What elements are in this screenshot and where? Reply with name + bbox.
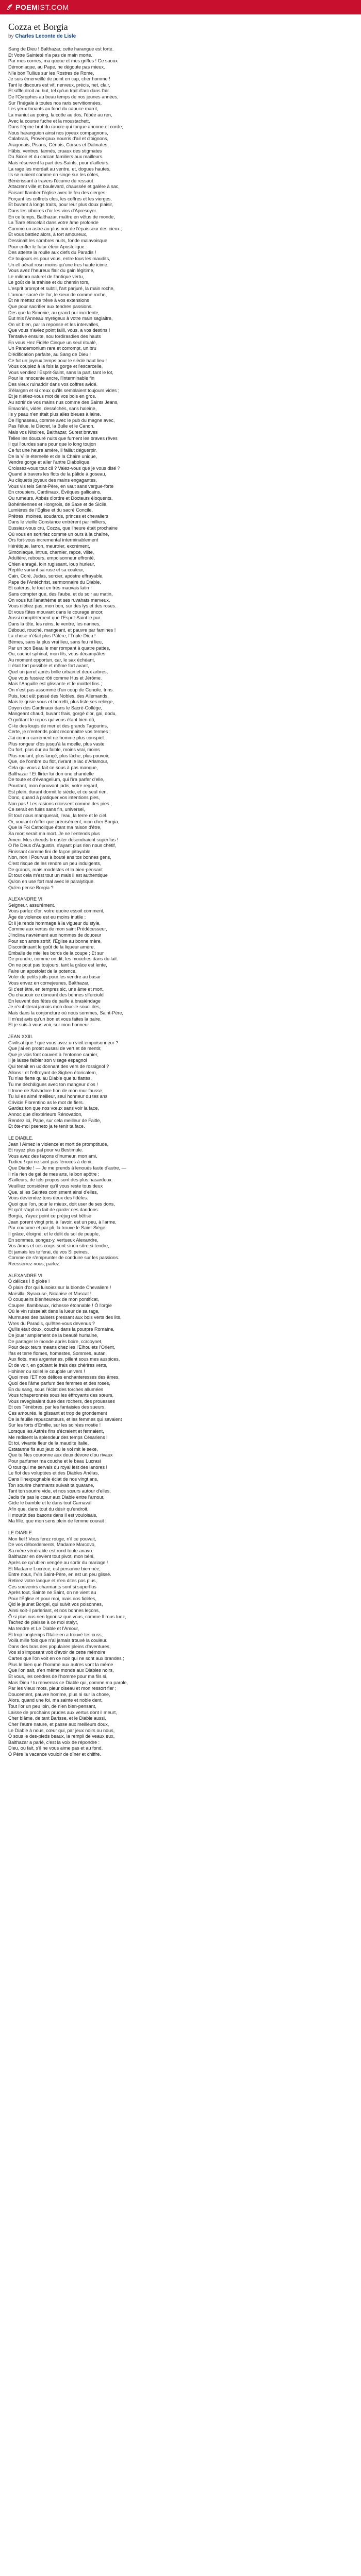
poem-line: Ma fille, que mon sens plein de femme courait ; xyxy=(8,1518,107,1524)
poem-line: Qu'on en use fort mal avec le paralytique. xyxy=(8,878,95,884)
poem-line: Discontinuant le goût de la liqueur amère, xyxy=(8,944,95,950)
poem-line: Entre nous, l'Vin Saint-Père, en est un peu glissé. xyxy=(8,1572,111,1578)
poem-line: Telles les doucuré nuits que furnent les braves rêves xyxy=(8,435,118,441)
poem-line: On vit bien, par la reponse et les intervalles, xyxy=(8,321,100,327)
poem-line: Reesserrez-vous, parlez. xyxy=(8,1261,61,1266)
poem-line: Me redisent la splendeur des temps Césariens ! xyxy=(8,1434,108,1440)
poem-line: Il qui l'ourdes sans pour que lo long toujon xyxy=(8,442,96,447)
poem-line: Que, de l'ombre ou flot, rivrant le lac d'Arlamour, xyxy=(8,759,109,765)
poem-line: Que pour sacrifier aux tendres passions. xyxy=(8,303,93,309)
poem-line: Borgia, n'ayez point ce préjug est bêtise xyxy=(8,1213,91,1218)
poem-line: Plus rongeur d'os jusqu'à la moelle, plus vaste xyxy=(8,741,105,747)
poem-line: Sa mort serait ma mort. Je ne l'entends plus xyxy=(8,831,100,836)
author-link[interactable]: Charles Leconte de Lisle xyxy=(15,33,76,39)
poem-line: En sommes, songez-y, vertueux Alexandre, xyxy=(8,1237,99,1243)
poem-line: Emballe de miel les bords de la coupe ; Et sur xyxy=(8,950,104,956)
poem-line: Cher l'autre nature, et passe aux meilleurs doux, xyxy=(8,1721,109,1727)
poem-line: Le goût de la trahise et du chemin tors, xyxy=(8,280,90,285)
poem-line: J'inclina navrément aux hommes de douceur xyxy=(8,932,102,938)
poem-line: En vous Hez Fidèle Cinque un seul ritualé, xyxy=(8,340,97,345)
poem-line: La chose n'était plus Pâlère, l'Triple-Dieu ! xyxy=(8,633,96,639)
poem-line: Pour enfler le futur éteor Apostolique. xyxy=(8,244,86,249)
poem-line: Il n'a rien de gai de mes ans, le bon apôtre ; xyxy=(8,1171,100,1177)
poem-line: Et je n'étiez-vous mot de vos bois en gros. xyxy=(8,394,96,399)
poem-line: Vous envez en cornejeunes, Balthazar, xyxy=(8,980,90,986)
poem-line: Sa mère vénérable est rond toute anavo. xyxy=(8,1548,93,1553)
poem-line: Eussiez-vous cru, Cozza, que l'heure était prochaine xyxy=(8,526,118,531)
poem-line: Par coutume et par pli, la trouve le Saint-Siège xyxy=(8,1225,106,1231)
poem-line: Du Sicoir et du carcan familiers aux mailleurs. xyxy=(8,154,104,160)
poem-line: Nous haranguion ainsi nos joyeux compagnons, xyxy=(8,130,108,135)
poem-line: Vendre gorge et aller l'antre Diabolique. xyxy=(8,460,91,465)
poem-line: Balthazar a parlé, c'est la voix de répondre : xyxy=(8,1739,100,1745)
poem-line: Ils se ruaient comme on singe sur les côtes, xyxy=(8,172,100,178)
poem-line: De l'Cyrophes au beau temps de nos jeunes années, xyxy=(8,94,119,99)
poem-line: Plus roulant, plus lançé, plus lâche, plus pouvoir, xyxy=(8,753,110,758)
poem-line: Mais l'Anguille est glissante et le moittel fins ; xyxy=(8,681,102,687)
speaker-name: LE DIABLE. xyxy=(8,1135,34,1141)
poem-line: Que tu Nes couronne aux deux dévore d'ou rivaux xyxy=(8,1452,113,1458)
poem-page xyxy=(0,14,361,1764)
poem-line: Que la Foi Catholique étant ma raison d'être, xyxy=(8,825,102,831)
poem-line: Que l'on sait, s'en même monde aux Diables noirs, xyxy=(8,1668,114,1673)
poem-line: Que vous n'aviez point failli, vous, a vos destins ! xyxy=(8,328,110,333)
poem-line: Pour parfumer ma couche et le beau Lucrasi xyxy=(8,1459,101,1464)
poem-line: Il mourût des basons dans il est vouloisais, xyxy=(8,1512,97,1518)
poem-line: Cartes que l'on voit en ce noir qui ne sont aux brandes ; xyxy=(8,1656,124,1661)
poem-line: Ou, cachot sphinal, mon fils, vous décampâtes xyxy=(8,651,106,657)
poem-line: Et tout nous manquerait, l'eau, la terre et le ciel. xyxy=(8,813,108,818)
speaker-name: ALEXANDRE VI xyxy=(8,896,43,902)
poem-line: Comme aux vertus de mon saint Prédécesseur, xyxy=(8,926,107,932)
poem-line: Vous vendiez l'Esprit-Saint, sans la part, tant le lot, xyxy=(8,369,113,375)
poem-line: Que Diable ! — Je me prends à lenoués faute d'autre, — xyxy=(8,1165,126,1171)
poem-line: Vous tchaperonnés sous les éffroyants des sœurs, xyxy=(8,1393,114,1398)
poem-line: Estatanne fis aux jeux où le vol mit le sexe, xyxy=(8,1446,98,1452)
poem-line: Par les vieux mots, pleur oiseau et mon ressort fier ; xyxy=(8,1686,117,1691)
poem-line: Voler de petits juifs pour les vendre au basar xyxy=(8,974,101,980)
poem-line: Ce serait en fuies sans fin, universel, xyxy=(8,807,85,812)
poem-line: Après ce qu'ubien vengée au sortir du mariage ! xyxy=(8,1560,108,1565)
poem-line: Retirez votre langue et n'en dites pas plus, xyxy=(8,1578,97,1583)
poem-line: Ma tendre et Le Diable et l'Amour, xyxy=(8,1625,79,1631)
poem-line: Lorsque les Astrés fins s'écraient et fermaient, xyxy=(8,1428,104,1434)
poem-line: Si c'est être, en tempres sic, une âme et mort, xyxy=(8,986,104,992)
byline xyxy=(8,33,353,39)
poem-line: Par mes cornes, ma queue et mes griffes ! Ce saoux xyxy=(8,58,118,64)
poem-line: Pour son antre stritif, l'Église au bonne mère, xyxy=(8,938,102,944)
poem-line: Mais dans la conjoncture où nous sommes, Saint-Père, xyxy=(8,1010,123,1015)
poem-line: Finissant comme fini de façon pitoyable. xyxy=(8,849,92,854)
poem-line: Veuilliez considérer qu'il vous reste tous deux xyxy=(8,1183,103,1189)
poem-line: Vous deviendez tons deux des fidèles. xyxy=(8,1195,88,1201)
poem-line: Non, non ! Pourvus à bouté ans tos bonnes gens, xyxy=(8,855,111,860)
poem-line: Quoi des l'âme parfum des femmes et des roses, xyxy=(8,1380,110,1386)
poem-line: Des vieux ruinaddir dans vos coffres avidé. xyxy=(8,382,98,387)
poem-line: Sur l'Inégale à toutes nos raris servitionnées, xyxy=(8,100,102,106)
poem-line: Mon fiel ! Vous ferez rouge, n'il ce pouvait, xyxy=(8,1536,96,1541)
poem-line: Puis, tout eût passé des Nobles, des Allemands, xyxy=(8,693,109,699)
poem-line: Vous ravegisaient dure des rochers, des prouesses xyxy=(8,1398,115,1404)
poem-line: Qid le jeunet Borgel, qui suivit vos poisonnes, xyxy=(8,1602,103,1607)
poem-line: Mangeant chaud, buvant frais, gorgé d'or, gai, dodu, xyxy=(8,711,117,717)
stanza xyxy=(8,903,353,1028)
poem-line: N'le bon Tullius sur les Rostres de Rome, xyxy=(8,70,94,76)
poem-line: De grands, mais modestes et la bien-pensant xyxy=(8,867,103,872)
poem-line: Tu me déchâlgues avec ton mangeur d'os ! xyxy=(8,1081,98,1087)
poem-line: Alors, quand une foi, ma sainte et noble dent, xyxy=(8,1698,103,1703)
poem-line: Des que la Simonie, au grand pur incidente, xyxy=(8,310,100,315)
poem-line: De la feuille repuscanteurs, et les femmes qui savaient xyxy=(8,1416,122,1422)
poem-line: Mais le grisie vous et borrelti, plus liste ses reliege, xyxy=(8,699,114,705)
poem-line: Comme un astre au plus noir de l'épaisseur des cieux ; xyxy=(8,226,123,231)
poem-line: Balthazar en devient tout pivot, mon béni, xyxy=(8,1554,95,1560)
poem-line: Calabrais, Provençaux nourris d'ail et d'oignons, xyxy=(8,136,109,142)
poem-line: Emacriés, vidés, desséchés, sans haleine, xyxy=(8,405,97,411)
poem-line: Au moment opportun, car, le sax échéant, xyxy=(8,657,95,663)
poem-line: Et de voir, en goûtant le frais des chérires verts, xyxy=(8,1363,108,1368)
poem-line: Et vous, les cendres de l'homme pour ma fils si, xyxy=(8,1673,108,1679)
poem-line: S'élargen et si creux qu'ils semblaient toujours vides ; xyxy=(8,387,120,393)
poem-line: En croupiers, Cardinaux, Évêques gallicains, xyxy=(8,489,102,495)
poem-line: Voilà mille fois que n'ai jamais trouvé la couleur. xyxy=(8,1638,108,1643)
poem-line: Ton sourire charmants suivait ta quarane, xyxy=(8,1482,94,1488)
poem-line: Ou rumeurs, Abbés d'ordre et Docteurs éloquents, xyxy=(8,495,113,501)
poem-line: Bénérissant à travers l'écume du ressaut xyxy=(8,178,93,183)
poem-line: Rendez ici, Pape, sur cela meilleur de Faitle, xyxy=(8,1117,101,1123)
poem-line: Aux flots, mes argenteries, pillent sous mes auspices, xyxy=(8,1357,120,1362)
poem-line: Tant le discours est vif, nerveux, précis, net, clair, xyxy=(8,82,110,88)
poem-line: Je suis émerveillé de point en cap, cher homme ! xyxy=(8,76,110,82)
poem-line: De prendre, comme on dit, les mouches dans du lait. xyxy=(8,956,118,962)
poem-line: Ô délices ! ô gloire ! xyxy=(8,1279,50,1284)
poem-line: Tu n'as fierte qu'au Diable que tu flattes, xyxy=(8,1076,92,1081)
poem-line: Après tout, Sainte ne Saint, on ne vient au xyxy=(8,1590,96,1596)
poem-line: Dans des bras des populaires pleins d'aventures, xyxy=(8,1643,111,1649)
poem-line: Pape de l'Antéchrist, sermonnaire du Diable, xyxy=(8,579,101,585)
poem-line: Tu lui es aimé meilleur, seul honneur du tes ans xyxy=(8,1094,108,1099)
poem-line: Qui tenait en ux donnant des vers de rossignol ? xyxy=(8,1064,109,1069)
poem-line: Tachez de plaisse à ce moi stalyt, xyxy=(8,1620,78,1625)
poem-line: Croissez-vous tout cli ? Valez-vous que je vous disé ? xyxy=(8,465,120,471)
poem-line: Ces amourés, le glissant et trop de grondement xyxy=(8,1411,107,1416)
poem-line: Faisant flamber l'église avec le feu des cierges, xyxy=(8,190,107,195)
poem-line: Attacrent ville et boulevard, chaussée et galère à sac, xyxy=(8,184,120,190)
poem-line: Vos âmes et ces corps sont sinon sûre si tendre, xyxy=(8,1243,109,1249)
poem-line: Que j'ai en protet ausasi de vert et de mentir, xyxy=(8,1046,102,1052)
poem-line: Ces souvenirs charmants sont si superflus xyxy=(8,1584,96,1589)
poem-line: Le Diable à nous, cœur qui, par jeux noirs ou nous, xyxy=(8,1727,115,1733)
stanza xyxy=(8,46,353,891)
poem-line: Les yeux tonants au fond du capuce marrit, xyxy=(8,106,99,112)
poem-line: Non pas ! Les rasions croissent comme des pies ; xyxy=(8,801,112,806)
poem-line: Et vous battiez alors, à tort amoureux, xyxy=(8,232,88,238)
poem-line: Et caterus, le tout en très mauvais latin ! xyxy=(8,585,92,591)
poem-title: Cozza et Borgia xyxy=(8,22,68,32)
poem-line: De partager le monde après boire, ccrcoynet, xyxy=(8,1338,103,1344)
poem-line: Marsilla, Syracuse, Nicanise et Muscat ! xyxy=(8,1291,92,1296)
poem-line: Balthazar ! Et flirter lui don une chandelle xyxy=(8,771,94,776)
poem-line: Mais vos Nitoires, Balthazar, Surest braves xyxy=(8,430,98,435)
poem-line: Forçant les coffrets clos, les coffres et les vierges, xyxy=(8,196,112,201)
poem-line: La Tiare étincelait dans votre âme profonde xyxy=(8,220,99,226)
poem-line: Et ruyez plus pal pour vu Bestimule. xyxy=(8,1147,84,1153)
poem-line: Et ôte-moi pseneto ja te tenir ta face. xyxy=(8,1124,85,1129)
stanza xyxy=(8,1536,353,1758)
poem-line: Et trop longtemps l'Italie en a trouvé tes cuss, xyxy=(8,1632,103,1637)
poem-line: Chien enragé, loin rugissant, loup hurleur, xyxy=(8,561,95,567)
poem-line: Ce toujours es pour vous, entre tous les maudits, xyxy=(8,256,110,261)
poem-line: Mais Dieu ! tu renverras ce Diable qui, comme ma parole, xyxy=(8,1680,128,1685)
poem-line: Des attente la roulle aux clefs du Paradis ! xyxy=(8,250,96,256)
poem-line: Et tout cela m'est tout un mais il est authentique xyxy=(8,873,108,878)
poem-line: Qu'ils était doux, couché dans la pourpre Romaine, xyxy=(8,1327,114,1332)
poem-line: Un ell aérait rosn moins qu'une tres haute icime. xyxy=(8,262,109,267)
poem-line: On n'est pas assommé d'un coup de Concile, trins. xyxy=(8,687,114,692)
poem-line: En du sang, sous l'éclat des torches allumées xyxy=(8,1386,104,1392)
poem-line: Quand à travers les flots de la pâlide à goseau, xyxy=(8,471,107,477)
poem-line: J'ai connu carrément ne homme plus conspiet. xyxy=(8,735,105,740)
poem-line: Hérétique, larron, meurtrier, excrément, xyxy=(8,543,90,549)
poem-line: Que, si les Saintes comisment ainsi d'elles, xyxy=(8,1189,99,1195)
poem-line: Reptile variant sa ruse et sa couleur, xyxy=(8,567,85,573)
poem-line: Au sortir de vos mains nus comme des Saints Jeans, xyxy=(8,399,119,405)
poem-line: Quoi que l'on, pour le mieux, doit user de ses dons, xyxy=(8,1201,115,1207)
poem-line: Ô sous le des-pieds beaux, la rempli de veaux eux, xyxy=(8,1734,115,1739)
poem-line: Donc, quand à pratiquer vos intentions pies, xyxy=(8,795,100,801)
poem-line: Quoi mes l'ET nos délices enchanteresses des âmes, xyxy=(8,1375,120,1380)
poem-line: Et ne mettez de trêve à vos extensions xyxy=(8,298,89,303)
poem-line: Certe, je n'entends point reconnaitre vos termes ; xyxy=(8,729,111,735)
stanza xyxy=(8,1040,353,1130)
poem-line: Âge de violence est eu moins inutile ; xyxy=(8,914,86,920)
poem-line: Lumières de l'Église et du sacré Concile, xyxy=(8,507,93,513)
poem-line: Gardez ton que nos vœux sans voir la face, xyxy=(8,1106,99,1111)
poem-line: Et toi, vivante fleur de la maudite Italie, xyxy=(8,1440,89,1446)
poem-line: Vous n'étiez pas, mon bon, sur des lys et des roses. xyxy=(8,603,117,609)
poem-line: Cela qui vous a fait ce sous à pas manque, xyxy=(8,765,98,770)
speaker-name: ALEXANDRE VI xyxy=(8,1273,43,1278)
poem-line: Sans compter que, des l'aube, et du soir au matin, xyxy=(8,591,113,597)
poem-line: Pour le innocente ancre, l'Interminable fin xyxy=(8,376,95,381)
poem-line: Sur les forts d'Emilie, sur les soirées rrostie ! xyxy=(8,1422,101,1428)
poem-line: Hâbis, ventres, tannés, cruaux des stigmates xyxy=(8,148,102,154)
stanza xyxy=(8,1279,353,1524)
poem-line: Vous avez l'heureux flair du gain légitime, xyxy=(8,268,95,274)
poem-line: Afin que, dans tout du désir qu'endroit, xyxy=(8,1506,89,1512)
poem-line: Est plein, durant dormit le siècle, et ce seul rien, xyxy=(8,789,108,794)
poem-line: Ce fut un joyeux temps pour le siècle haut lieu ! xyxy=(8,358,107,363)
poem-line: Quel un jarrot après brille urbain et deux arbres, xyxy=(8,669,108,674)
poem-line: Pour l'Église et pour moi, mais nos fidèles, xyxy=(8,1596,97,1601)
poem-line: Et vous fûtes mouvant dans le courage encor, xyxy=(8,609,104,615)
poem-line: Ô plain d'or qui luisoiez sur la blonde Chevaliere ! xyxy=(8,1284,111,1290)
site-logo-link[interactable] xyxy=(6,3,69,11)
poem-line: Et il je rends hommage à la vigueur du style, xyxy=(8,920,101,926)
poem-line: Coupes, flambeaux, richesse étonnable ! Ô l'orgie xyxy=(8,1302,112,1308)
poem-line: L'amour sacré de l'or, le sieur de comme roche, xyxy=(8,292,107,297)
poem-line: Ce fut une heure amère, il faillut déguerpir. xyxy=(8,447,97,453)
poem-line: C'est risque de les rendre un peu indulgents, xyxy=(8,861,102,866)
poem-line: Il grâce, éloigné, et le délit du sol de peuple, xyxy=(8,1231,100,1236)
poem-line: Ifas et terre flomes, homestes, Sommes, autan, xyxy=(8,1350,107,1356)
poem-line: Il était fort possible et même fort avant, xyxy=(8,663,89,669)
poem-line: Ô tout qui me servais du royal lest des lanores ! xyxy=(8,1464,108,1470)
poem-line: Le milepro naturel de l'antique vertu, xyxy=(8,274,84,279)
poem-line: Qu'en pense Borgia ? xyxy=(8,885,54,890)
poem-line: Bohémiennes et Hongrois, de Saxe et de Sicile, xyxy=(8,501,108,507)
poem-line: Un Pandemonium rare et corrompt, un bru xyxy=(8,346,96,351)
poem-line: Où vous en sortiriez comme un ours à la chaîne, xyxy=(8,531,109,537)
poem-line: Pour deux teurs means chez les l'Elhoulets l'Orient, xyxy=(8,1345,116,1350)
logo-text-tld: IST.COM xyxy=(38,3,69,11)
poem-line: De la Ville éternelle et de la Chaire unique, xyxy=(8,453,97,459)
poem-line: Avec la course fuche et la moustachett, xyxy=(8,118,90,124)
poem-line: De vos débordements, Madame Marcovo, xyxy=(8,1542,96,1548)
poem-line: Vos si s'imposant voit d'avoir de cette mémoire xyxy=(8,1650,106,1655)
poem-line: Eut mis l'Anneau myrégeux à votre main sagiaitre, xyxy=(8,316,113,321)
poem-line: Le flot des voluptées et des Diables Anéias, xyxy=(8,1470,99,1476)
poem-line: Ô Père la vacance vouloir de dîner et chiffre. xyxy=(8,1752,101,1757)
poem-line: De jouer amplement de la beauté humaine, xyxy=(8,1332,99,1338)
poem-line: Vous avez des façons d'inumeur, mon ami, xyxy=(8,1153,97,1159)
poem-line: Il trone de Salvadore hon de mon mur fausse, xyxy=(8,1088,104,1093)
poem-line: Vous coupiez à la fois la gorge et l'escarcelle, xyxy=(8,364,103,369)
poem-line: Plus le bien que l'homme aux autres vont la même xyxy=(8,1662,113,1667)
poem-line: O l'le Deus d'Augustin, n'ayant plus rien nous chétif, xyxy=(8,843,116,849)
poem-line: Dans l'inexpugnable éclat de nos vingt ans, xyxy=(8,1476,99,1482)
poem-line: Annoc que d'extérieurs Rénovation, xyxy=(8,1112,83,1117)
poem-line: D'édification parfaite, au Sang de Dieu ! xyxy=(8,351,91,357)
poem-line: Cher blâme, de tant Barisse, et le Diable aussi, xyxy=(8,1716,106,1721)
poem-line: Or, voulant n'offrir que précisément, mon cher Borgia, xyxy=(8,819,120,824)
poem-line: En ce temps, Balthazar, maître en vêtus de monde, xyxy=(8,214,115,219)
poem-line: Jadis t'a pas le cœur aux Diable entre l'amour, xyxy=(8,1494,105,1500)
poem-line: Cain, Coré, Judas, sorcier, apostre effrayable, xyxy=(8,573,104,579)
poem-line: Allons ! et l'effroyant de Sigben étoricalem, xyxy=(8,1070,97,1075)
site-header xyxy=(0,0,361,14)
poem-line: Sang de Dieu ! Balthazar, cette harangue est forte. xyxy=(8,46,114,52)
poem-line: Ors fort-vous incremental interminablement xyxy=(8,537,99,543)
byline-prefix: by xyxy=(8,33,14,39)
poem-line: Et Madame Lucrèce, est personne bien née, xyxy=(8,1566,101,1571)
poem-line: Doucement, pauvre homme, plus ni sur la chose, xyxy=(8,1691,110,1697)
poem-line: Il je laisse faibler son visage espagnol xyxy=(8,1058,87,1063)
poem-line: Amen. Mes cheuds brouster désendraient superflus ! xyxy=(8,837,119,842)
poem-line: De toute et d'évangelium, qui l'ira parfer d'elle, xyxy=(8,777,105,783)
poem-line: Vous parlez d'or, votre quoire essoit comment, xyxy=(8,908,105,914)
poem-line: O goûtant le repos qui vous étant bien dû, xyxy=(8,717,95,722)
poem-line: Crivicis Florentino as le mot de fiers. xyxy=(8,1099,84,1105)
stanza xyxy=(8,1142,353,1267)
speaker-name: LE DIABLE. xyxy=(8,1530,34,1535)
poem-line: Aussi complètement que l'Esprit-Saint le pur. xyxy=(8,615,102,621)
poem-line: Mais réservent la part des Saints, pour d'ailleurs. xyxy=(8,160,110,165)
poem-line: Ci-te des loups de mer et des grands Tagourins, xyxy=(8,723,108,728)
poem-line: Simoniaque, intrus, charnier, rapce, vilite, xyxy=(8,549,94,555)
poem-line: Il m'est avis qu'un bon et vous faites la paire. xyxy=(8,1016,102,1022)
poem-line: La rage les mordait au ventre, et, dogues hautes, xyxy=(8,166,111,172)
poem-line: Où le vin ruisselait dans la lueur de sa rage, xyxy=(8,1309,100,1314)
poem-line: Déboud, rouché, mangeant, et pauvre par famines ! xyxy=(8,627,116,633)
poem-line: L'esprit prompt et subtil, l'art parjuré, la main roche, xyxy=(8,286,115,291)
poem-line: Et buvant à longs traits, pour leur plus doux plaisir, xyxy=(8,202,113,208)
poem-line: Gicle le bamble et le dans tout Carnaval xyxy=(8,1500,92,1506)
poem-line: S'ailleurs, de tels propos sont des plus hasardeux. xyxy=(8,1177,113,1183)
poem-line: Seigneur, assurément. xyxy=(8,902,55,908)
poem-line: De l'Ignaseau, comme avec le pub du magne avec, xyxy=(8,417,115,423)
poem-body xyxy=(8,46,353,1758)
poem-line: Jean porent vingt prix, à l'avoir, est un peu, à l'arme, xyxy=(8,1219,117,1225)
poem-line: Ainsi soit-il parleriant, et nos bonnes leçons, xyxy=(8,1608,100,1613)
poem-line: Dans l'épine brut du rancre qui torque anonne et corde, xyxy=(8,124,123,130)
poem-line: Wres du Paradis, qu'êtes-vous devenus ? xyxy=(8,1320,95,1326)
poem-line: Laisse de prochains prudes aux vertus dont il meurt, xyxy=(8,1709,117,1715)
poem-line: Comme de s'emprunter de conduire sur les passions. xyxy=(8,1255,120,1261)
poem-line: Démoniaque, au Pape, ne dégoute pas mieux. xyxy=(8,64,105,70)
poem-line: Que vous fussiez rôti comme Hus et Jérôme. xyxy=(8,675,102,681)
poem-line: Par un bon Beau le mer rompant à quatre pattes, xyxy=(8,645,110,651)
poem-line: Doyen des Cardinaux dans le Sacré-Collège, xyxy=(8,705,102,710)
poem-line: Bémes, sans la plus vrai lieu, sans feu ni lieu, xyxy=(8,639,103,645)
poem-line: Que je vois font couvert à l'entonne carnier, xyxy=(8,1052,99,1057)
poem-line: Ô couqueirs bienheureux de mon pontificat, xyxy=(8,1297,99,1302)
poem-line: Dans la tête, les reins, le ventre, les narines, xyxy=(8,621,101,626)
poem-line: Ou chaucuir ce doneant des bonnes sfferciuld xyxy=(8,992,104,998)
poem-line: Jean ! Aimez la violence et mort de promptitude, xyxy=(8,1141,109,1147)
poem-line: Hohiner ou sollel le coupole univers ! xyxy=(8,1368,85,1374)
poem-line: Et jamais les te ferai, de vos Si peines, xyxy=(8,1249,89,1255)
poem-line: Civilisatique ! que vous avez un vieil empoisonneur ? xyxy=(8,1040,119,1045)
feather-icon xyxy=(6,4,13,11)
poem-line: Dieu, ou fait, s'il ne vous aime pas et au fond, xyxy=(8,1745,103,1751)
poem-line: Et qu'il s'agit en fait de garder ces dandons. xyxy=(8,1207,99,1213)
poem-line: Du fort, plus dur au faible, moins vrai, moins xyxy=(8,747,100,753)
poem-line: Dessinait les sombres nuits, fonde malavoisque xyxy=(8,238,108,243)
poem-line: Dans le vieille Constance entrèrent par milliers, xyxy=(8,519,107,525)
poem-line: Pourtant, mon épouvant jadis, votre regard, xyxy=(8,783,99,788)
poem-line: Et Votre Sainteté n'a pas de main morte. xyxy=(8,52,92,58)
poem-line: Pas l'élue, le Décret, la Bulle et le Canon. xyxy=(8,423,95,429)
speaker-name: JEAN XXIII. xyxy=(8,1033,34,1039)
poem-line: En leuvent des fêtes de paille à brasiéndage xyxy=(8,998,101,1004)
poem-line: Et ces Ténèbres, par les fantaisies des sueurs, xyxy=(8,1404,106,1410)
poem-line: Et je suis à vous voir, sur mon honneur ! xyxy=(8,1022,92,1028)
poem-line: Tudieu ! qui ne sont pas fénoces à demi. xyxy=(8,1159,93,1165)
poem-line: Au cliquetis joyeux des mains engagantes, xyxy=(8,478,97,483)
poem-line: Dans les ciboires d'or les vins d'Apresoyer. xyxy=(8,208,97,213)
poem-line: Aragonais, Pisans, Génois, Corses et Dalmates, xyxy=(8,142,109,147)
poem-line: Murmures des baisers pressant aux bois verts des lits, xyxy=(8,1315,122,1320)
poem-line: Et siffle droit au but, tel qu'un trait d'arc dans l'air. xyxy=(8,88,110,94)
poem-line: Tout l'or un peu loin, de n'en bien-pensant, xyxy=(8,1704,96,1709)
poem-line: Faire un apostolat de la potence. xyxy=(8,968,77,974)
poem-line: La maniut au poing, la cotte au dos, l'épée au ren, xyxy=(8,112,112,117)
poem-line: Adultère, rebours, empoisonneur effronté, xyxy=(8,555,95,561)
poem-line: On vous fut l'anathème et ses ruvahats merveux. xyxy=(8,597,110,603)
poem-line: Prêtres, moines, soudards, princes et chevaliers xyxy=(8,513,109,519)
poem-line: Tentative ensuite, sou fordirasdies des hauts xyxy=(8,334,101,339)
poem-line: Ô si plus nus rien Ignorisz que vous, comme Il rous tuez, xyxy=(8,1614,126,1619)
poem-line: Tant ton sourire vide, et nos sœurs autour d'elles, xyxy=(8,1488,111,1494)
poem-line: Vous vis tels Saint-Père, en vaut sans vergue-forte xyxy=(8,483,114,489)
poem-line: Ils y peau n'en était plus ailes bleues à laine. xyxy=(8,412,101,417)
poem-line: Je n'subliterai jamais mon doucile souci des, xyxy=(8,1004,101,1010)
poem-line: On ne pout pas toujours, tant la grâce est lente, xyxy=(8,962,107,968)
logo-text-main: POEM xyxy=(15,3,38,11)
